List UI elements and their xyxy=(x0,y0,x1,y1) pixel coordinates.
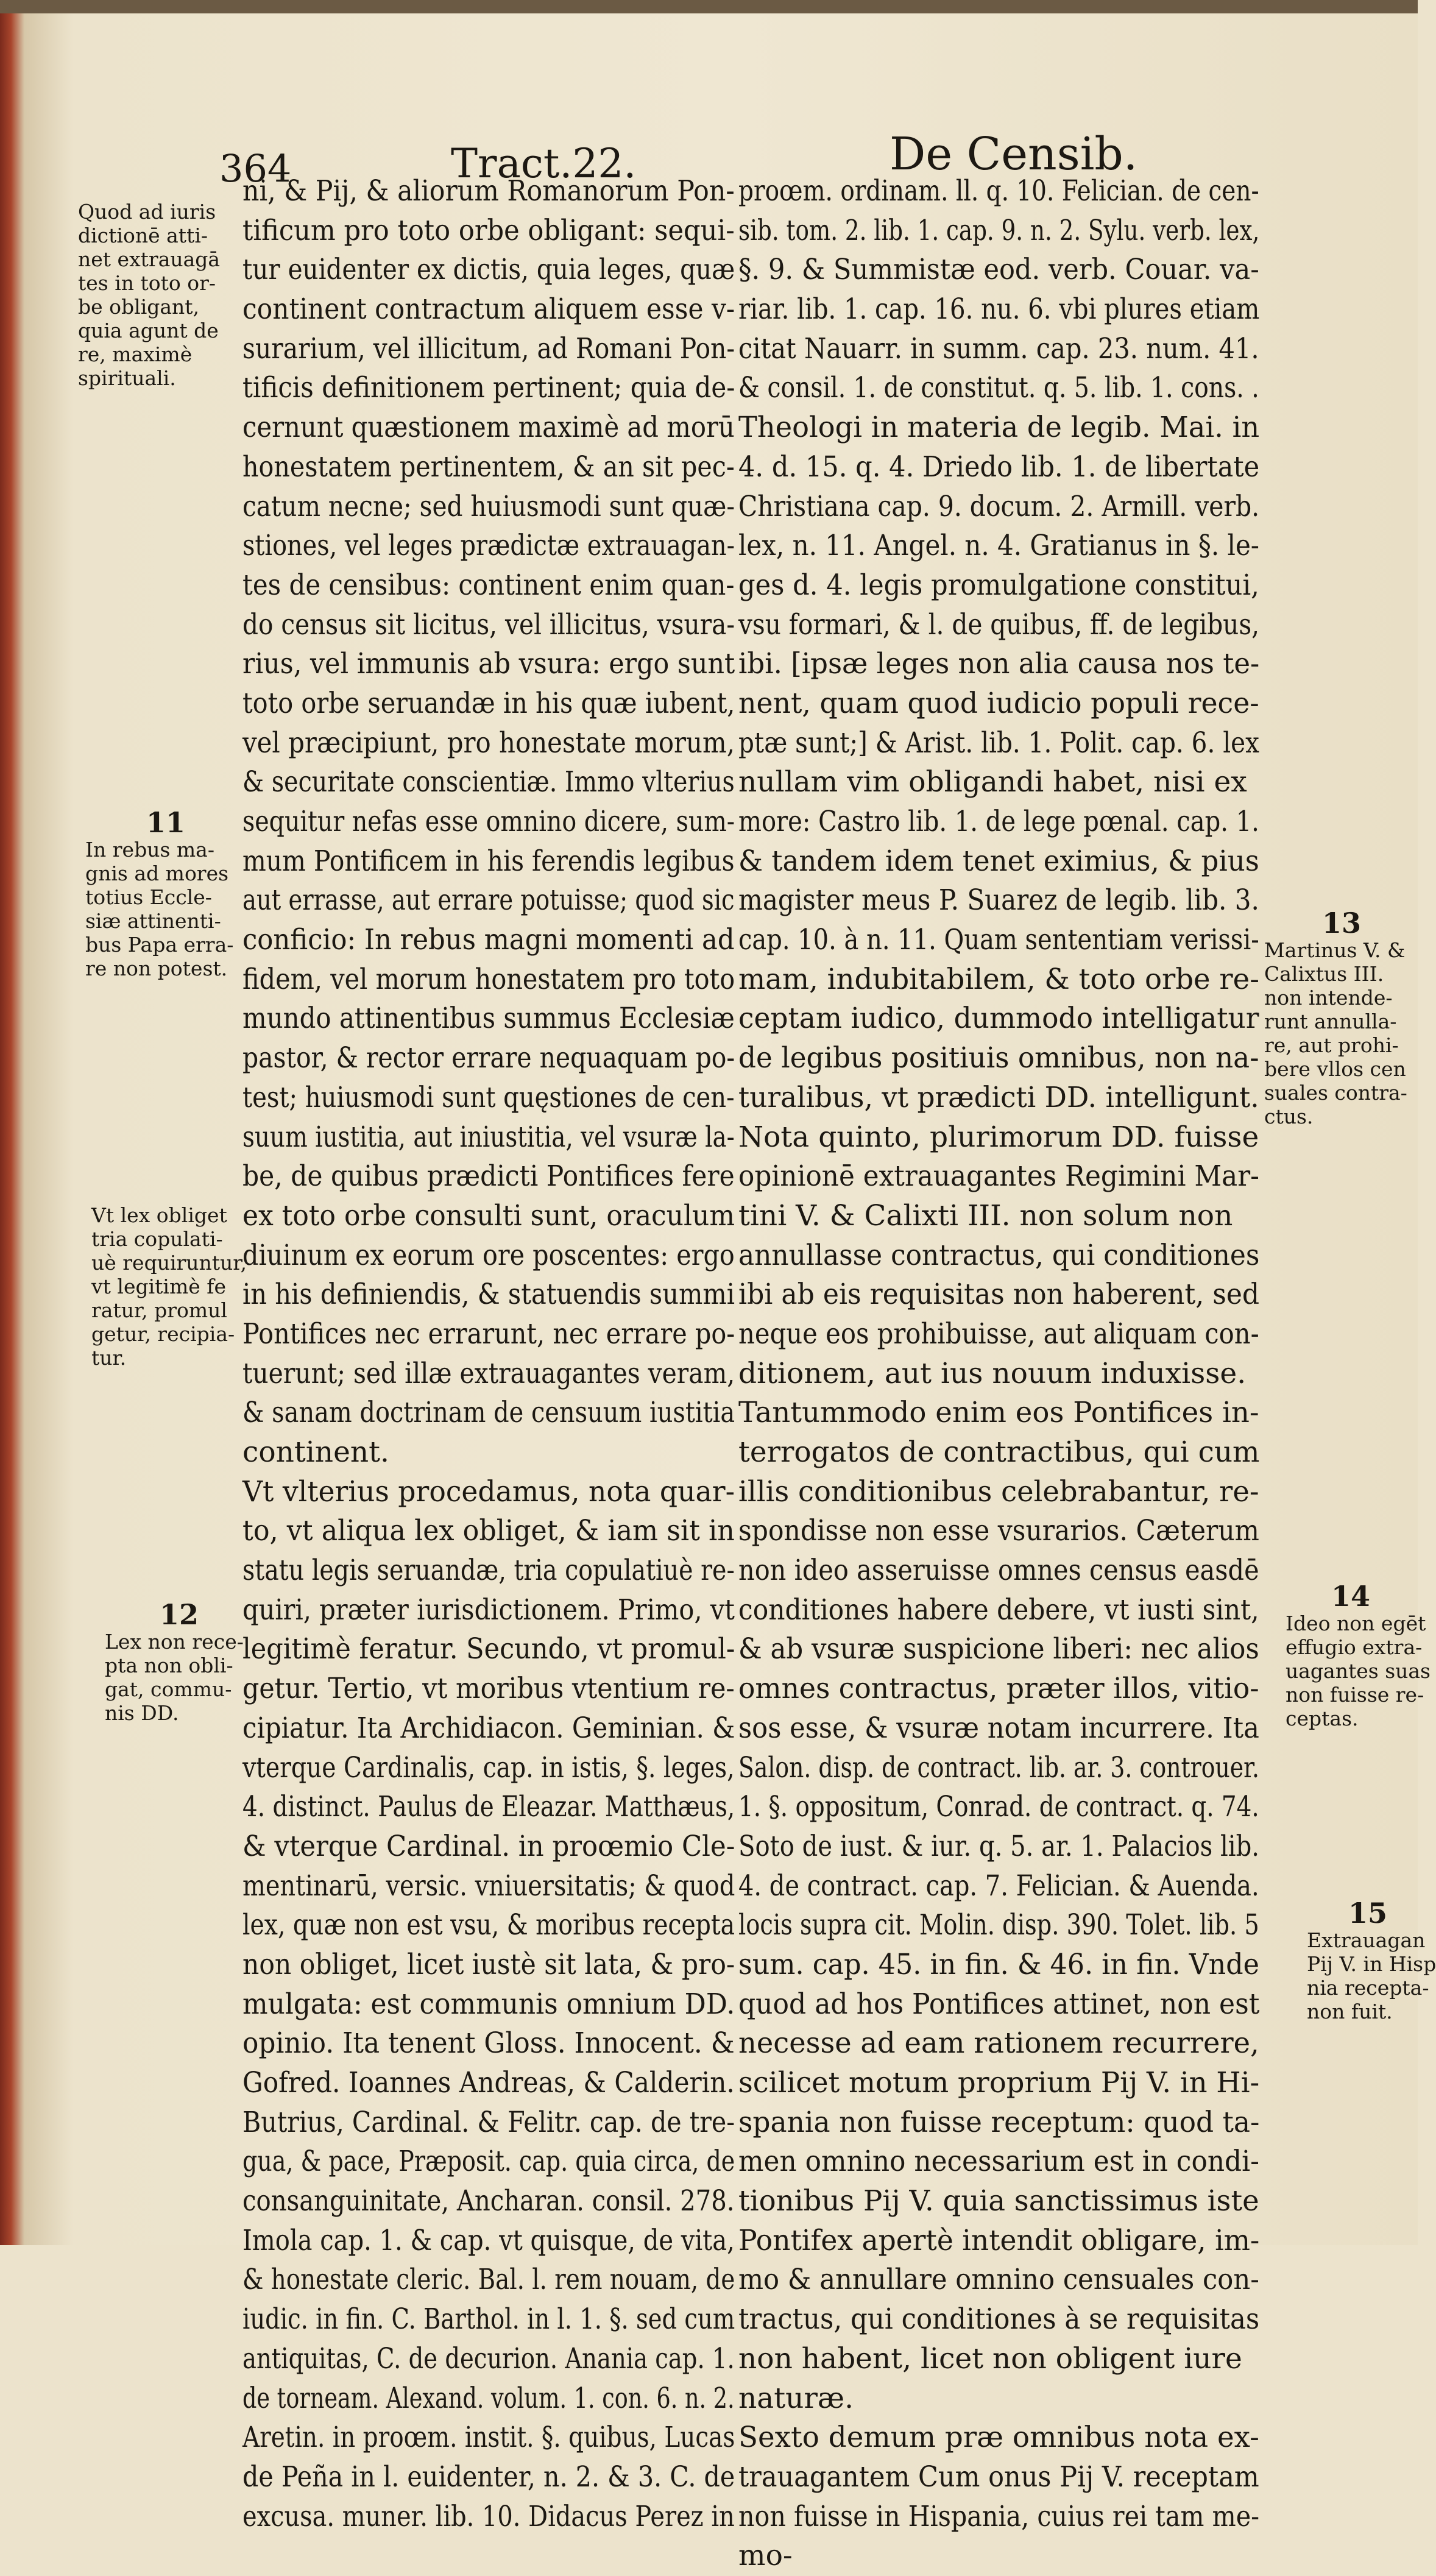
text-line: fidem, vel morum honestatem pro toto xyxy=(242,962,735,996)
note-line: uagantes suas xyxy=(1286,1659,1431,1683)
text-line: quiri, præter iurisdictionem. Primo, vt xyxy=(242,1593,735,1627)
page-number: 364 xyxy=(219,146,292,191)
text-line: mentinarū, versic. vniuersitatis; & quod xyxy=(242,1869,735,1903)
text-line: non fuisse in Hispania, cuius rei tam me- xyxy=(738,2499,1260,2533)
text-line: nullam vim obligandi habet, nisi ex xyxy=(738,765,1247,799)
text-line: Butrius, Cardinal. & Felitr. cap. de tre- xyxy=(242,2105,735,2139)
note-line: getur, recipia- xyxy=(91,1322,235,1346)
text-line: Pontifices nec errarunt, nec errare po- xyxy=(242,1317,735,1351)
note-line: nis DD. xyxy=(105,1701,179,1725)
text-line: 4. d. 15. q. 4. Driedo lib. 1. de libertate xyxy=(738,450,1260,484)
note-line: Vt lex obliget xyxy=(91,1203,227,1227)
text-line: consanguinitate, Ancharan. consil. 278. xyxy=(242,2184,735,2218)
note-line: be obligant, xyxy=(78,295,200,319)
running-title-left: Tract.22. xyxy=(451,140,637,187)
text-line: & ab vsuræ suspicione liberi: nec alios xyxy=(738,1632,1259,1666)
text-line: in his definiendis, & statuendis summi xyxy=(242,1278,735,1312)
text-line: Nota quinto, plurimorum DD. fuisse xyxy=(738,1120,1259,1154)
text-line: more: Castro lib. 1. de lege pœnal. cap. 1. xyxy=(738,805,1259,838)
text-line: §. 9. & Summistæ eod. verb. Couar. va- xyxy=(738,253,1259,287)
text-line: tionibus Pij V. quia sanctissimus iste xyxy=(738,2184,1259,2218)
text-line: mo- xyxy=(738,2539,793,2573)
text-line: & vterque Cardinal. in proœmio Cle- xyxy=(242,1829,735,1863)
text-line: non habent, licet non obligent iure xyxy=(738,2341,1242,2376)
text-line: spondisse non esse vsurarios. Cæterum xyxy=(738,1514,1259,1548)
note-line: nia recepta- xyxy=(1307,1976,1429,2000)
page-top-edge xyxy=(0,0,1418,13)
text-line: Imola cap. 1. & cap. vt quisque, de vita, xyxy=(242,2223,735,2257)
text-line: excusa. muner. lib. 10. Didacus Perez in xyxy=(242,2499,735,2533)
note-number: 14 xyxy=(1331,1580,1371,1613)
text-line: de legibus positiuis omnibus, non na- xyxy=(738,1041,1259,1075)
margin-note-15 xyxy=(1307,1898,1436,2023)
text-line: & tandem idem tenet eximius, & pius xyxy=(738,844,1259,878)
text-line: vsu formari, & l. de quibus, ff. de legibus, xyxy=(738,607,1260,642)
note-number: 15 xyxy=(1348,1897,1388,1930)
text-line: mo & annullare omnino censuales con- xyxy=(738,2263,1259,2297)
text-line: annullasse contractus, qui conditiones xyxy=(738,1238,1260,1272)
text-line: magister meus P. Suarez de legib. lib. 3. xyxy=(738,883,1259,918)
text-line: non obliget, licet iustè sit lata, & pro- xyxy=(242,1947,735,1981)
text-line: Aretin. in proœm. instit. §. quibus, Lucas xyxy=(242,2421,735,2455)
text-line: nent, quam quod iudicio populi rece- xyxy=(738,686,1259,720)
note-line: ceptas. xyxy=(1286,1707,1359,1730)
text-line: mam, indubitabilem, & toto orbe re- xyxy=(738,962,1259,996)
text-line: trauagantem Cum onus Pij V. receptam xyxy=(738,2460,1259,2494)
text-line: neque eos prohibuisse, aut aliquam con- xyxy=(738,1317,1259,1351)
text-line: proœm. ordinam. ll. q. 10. Felician. de cen- xyxy=(738,174,1259,208)
text-line: iudic. in fin. C. Barthol. in l. 1. §. sed cum xyxy=(242,2302,735,2337)
text-line: tur euidenter ex dictis, quia leges, quæ xyxy=(242,253,735,287)
note-line: dictionē atti- xyxy=(78,224,208,247)
text-line: tes de censibus: continent enim quan- xyxy=(242,568,735,602)
note-line: pta non obli- xyxy=(105,1654,233,1677)
note-line: Martinus V. & xyxy=(1264,938,1406,962)
text-line: mulgata: est communis omnium DD. xyxy=(242,1987,735,2021)
margin-note-11 xyxy=(85,807,233,980)
text-line: Vt vlterius procedamus, nota quar- xyxy=(242,1474,735,1509)
text-line: sequitur nefas esse omnino dicere, sum- xyxy=(242,805,735,838)
margin-note-law-obliges xyxy=(91,1203,247,1370)
text-line: Gofred. Ioannes Andreas, & Calderin. xyxy=(242,2066,735,2100)
text-line: non ideo asseruisse omnes census easdē xyxy=(738,1554,1259,1588)
text-line: spania non fuisse receptum: quod ta- xyxy=(738,2105,1260,2139)
note-line: re non potest. xyxy=(85,957,228,980)
text-line: toto orbe seruandæ in his quæ iubent, xyxy=(242,686,735,720)
text-line: sum. cap. 45. in fin. & 46. in fin. Vnde xyxy=(738,1947,1259,1981)
note-line: non fuisse re- xyxy=(1286,1683,1424,1707)
text-line: legitimè feratur. Secundo, vt promul- xyxy=(242,1632,735,1666)
note-line: Calixtus III. xyxy=(1264,962,1384,986)
text-line: sos esse, & vsuræ notam incurrere. Ita xyxy=(738,1711,1259,1745)
note-line: ctus. xyxy=(1264,1105,1314,1128)
note-line: uè requiruntur, xyxy=(91,1251,247,1275)
text-line: locis supra cit. Molin. disp. 390. Tolet. lib. 5 xyxy=(738,1908,1259,1942)
text-line: ni, & Pij, & aliorum Romanorum Pon- xyxy=(242,174,735,208)
text-line: tificis definitionem pertinent; quia de- xyxy=(242,371,735,405)
note-line: gnis ad mores xyxy=(85,862,229,885)
text-line: tini V. & Calixti III. non solum non xyxy=(738,1198,1233,1233)
note-line: spirituali. xyxy=(78,366,176,390)
text-line: do census sit licitus, vel illicitus, vsura- xyxy=(242,607,735,642)
text-line: conficio: In rebus magni momenti ad xyxy=(242,923,735,957)
text-line: 1. §. oppositum, Conrad. de contract. q. 74. xyxy=(738,1790,1259,1824)
text-line: men omnino necessarium est in condi- xyxy=(738,2145,1259,2179)
text-line: 4. de contract. cap. 7. Felician. & Auenda. xyxy=(738,1869,1259,1903)
text-line: stiones, vel leges prædictæ extrauagan- xyxy=(242,529,735,563)
text-line: necesse ad eam rationem recurrere, xyxy=(738,2026,1259,2061)
text-line: de Peña in l. euidenter, n. 2. & 3. C. de xyxy=(242,2460,735,2494)
note-line: In rebus ma- xyxy=(85,838,215,862)
text-line: opinio. Ita tenent Gloss. Innocent. & xyxy=(242,2026,735,2061)
text-line: tuerunt; sed illæ extrauagantes veram, xyxy=(242,1356,735,1390)
text-line: ex toto orbe consulti sunt, oraculum xyxy=(242,1198,735,1233)
text-line: cap. 10. à n. 11. Quam sententiam verissi- xyxy=(738,923,1259,957)
note-line: Ideo non egēt xyxy=(1286,1612,1426,1635)
text-line: rius, vel immunis ab vsura: ergo sunt xyxy=(242,647,735,681)
note-line: suales contra- xyxy=(1264,1081,1407,1105)
note-number: 12 xyxy=(160,1598,199,1631)
note-line: vt legitimè fe xyxy=(91,1275,227,1298)
text-line: omnes contractus, præter illos, vitio- xyxy=(738,1672,1259,1706)
text-line: lex, n. 11. Angel. n. 4. Gratianus in §. le- xyxy=(738,529,1259,563)
text-line: ibi. [ipsæ leges non alia causa nos te- xyxy=(738,647,1260,681)
text-line: Salon. disp. de contract. lib. ar. 3. controuer. xyxy=(738,1750,1259,1785)
text-line: quod ad hos Pontifices attinet, non est xyxy=(738,1987,1260,2021)
text-line: cipiatur. Ita Archidiacon. Geminian. & xyxy=(242,1711,735,1745)
note-line: effugio extra- xyxy=(1286,1635,1423,1659)
text-line: de torneam. Alexand. volum. 1. con. 6. n. 2. xyxy=(242,2381,735,2415)
note-line: Lex non rece- xyxy=(105,1630,244,1654)
text-line: continent. xyxy=(242,1435,389,1469)
note-line: ratur, promul xyxy=(91,1298,227,1322)
note-line: re, aut prohi- xyxy=(1264,1033,1399,1057)
text-line: Pontifex apertè intendit obligare, im- xyxy=(738,2223,1260,2257)
text-line: ceptam iudico, dummodo intelligatur xyxy=(738,1002,1259,1036)
note-line: tes in toto or- xyxy=(78,271,216,295)
text-line: suum iustitia, aut iniustitia, vel vsuræ la- xyxy=(242,1120,735,1154)
note-line: quia agunt de xyxy=(78,319,219,342)
note-line: Quod ad iuris xyxy=(78,200,216,224)
text-line: antiquitas, C. de decurion. Anania cap. 1. xyxy=(242,2341,735,2376)
note-line: bere vllos cen xyxy=(1264,1057,1406,1081)
text-line: & consil. 1. de constitut. q. 5. lib. 1. cons. . xyxy=(738,371,1259,405)
text-line: getur. Tertio, vt moribus vtentium re- xyxy=(242,1672,735,1706)
text-line: conditiones habere debere, vt iusti sint, xyxy=(738,1593,1259,1627)
text-line: lex, quæ non est vsu, & moribus recepta xyxy=(242,1908,735,1942)
text-line: to, vt aliqua lex obliget, & iam sit in xyxy=(242,1514,735,1548)
text-line: Soto de iust. & iur. q. 5. ar. 1. Palacios lib. xyxy=(738,1829,1260,1863)
text-line: surarium, vel illicitum, ad Romani Pon- xyxy=(242,331,735,366)
note-line: re, maximè xyxy=(78,342,193,366)
text-line: riar. lib. 1. cap. 16. nu. 6. vbi plures etiam xyxy=(738,292,1260,327)
text-line: vterque Cardinalis, cap. in istis, §. leges, xyxy=(242,1750,735,1785)
running-title-right: De Censib. xyxy=(890,128,1138,180)
note-line: Extrauagan xyxy=(1307,1928,1426,1952)
note-line: totius Eccle- xyxy=(85,885,212,909)
margin-note-12 xyxy=(105,1599,244,1725)
note-number: 11 xyxy=(146,806,186,839)
text-line: ditionem, aut ius nouum induxisse. xyxy=(738,1356,1247,1390)
text-line: test; huiusmodi sunt quęstiones de cen- xyxy=(242,1080,735,1114)
right-text-column xyxy=(738,172,1259,2576)
note-line: non fuit. xyxy=(1307,2000,1393,2023)
text-line: opinionē extrauagantes Regimini Mar- xyxy=(738,1159,1259,1194)
note-line: gat, commu- xyxy=(105,1677,232,1701)
text-line: ibi ab eis requisitas non haberent, sed xyxy=(738,1278,1260,1312)
text-line: Theologi in materia de legib. Mai. in xyxy=(738,411,1260,445)
text-line: turalibus, vt prædicti DD. intelligunt. xyxy=(738,1080,1259,1114)
note-line: non intende- xyxy=(1264,986,1393,1010)
text-line: mum Pontificem in his ferendis legibus xyxy=(242,844,735,878)
note-line: bus Papa erra- xyxy=(85,933,234,957)
text-line: & securitate conscientiæ. Immo vlterius xyxy=(242,765,735,799)
note-line: runt annulla- xyxy=(1264,1010,1397,1033)
margin-note-13 xyxy=(1264,908,1407,1128)
text-line: Christiana cap. 9. docum. 2. Armill. verb. xyxy=(738,489,1260,523)
text-line: citat Nauarr. in summ. cap. 23. num. 41. xyxy=(738,331,1259,366)
note-line: Pij V. in Hisp xyxy=(1307,1952,1436,1976)
text-line: scilicet motum proprium Pij V. in Hi- xyxy=(738,2066,1260,2100)
text-line: Tantummodo enim eos Pontifices in- xyxy=(738,1396,1259,1430)
text-line: vel præcipiunt, pro honestate morum, xyxy=(242,726,735,760)
text-line: mundo attinentibus summus Ecclesiæ xyxy=(242,1002,735,1036)
text-line: diuinum ex eorum ore poscentes: ergo xyxy=(242,1238,735,1272)
text-line: & honestate cleric. Bal. l. rem nouam, de xyxy=(242,2263,735,2297)
note-line: siæ attinenti- xyxy=(85,909,221,933)
text-line: ges d. 4. legis promulgatione constitui, xyxy=(738,568,1259,602)
note-line: net extrauagā xyxy=(78,247,221,271)
text-line: statu legis seruandæ, tria copulatiuè re- xyxy=(242,1554,735,1588)
left-text-column xyxy=(242,172,735,2536)
margin-note-14 xyxy=(1286,1581,1431,1730)
text-line: ptæ sunt;] & Arist. lib. 1. Polit. cap. 6. lex xyxy=(738,726,1259,760)
text-line: gua, & pace, Præposit. cap. quia circa, de xyxy=(242,2145,735,2179)
text-line: cernunt quæstionem maximè ad morū xyxy=(242,411,735,445)
text-line: naturæ. xyxy=(738,2381,854,2415)
text-line: tificum pro toto orbe obligant: sequi- xyxy=(242,213,735,247)
text-line: Sexto demum præ omnibus nota ex- xyxy=(738,2421,1259,2455)
text-line: & sanam doctrinam de censuum iustitia xyxy=(242,1396,735,1430)
text-line: honestatem pertinentem, & an sit pec- xyxy=(242,450,735,484)
note-line: tria copulati- xyxy=(91,1227,223,1251)
note-number: 13 xyxy=(1322,907,1362,939)
text-line: continent contractum aliquem esse v- xyxy=(242,292,735,327)
margin-note-jurisdiction xyxy=(78,200,220,390)
text-line: illis conditionibus celebrabantur, re- xyxy=(738,1474,1259,1509)
text-line: sib. tom. 2. lib. 1. cap. 9. n. 2. Sylu. verb. lex, xyxy=(738,213,1260,247)
text-line: tractus, qui conditiones à se requisitas xyxy=(738,2302,1260,2337)
text-line: be, de quibus prædicti Pontifices fere xyxy=(242,1159,735,1194)
text-line: terrogatos de contractibus, qui cum xyxy=(738,1435,1260,1469)
text-line: catum necne; sed huiusmodi sunt quæ- xyxy=(242,489,735,523)
text-line: 4. distinct. Paulus de Eleazar. Matthæus, xyxy=(242,1790,735,1824)
note-line: tur. xyxy=(91,1346,127,1370)
text-line: pastor, & rector errare nequaquam po- xyxy=(242,1041,735,1075)
text-line: aut errasse, aut errare potuisse; quod sic xyxy=(242,883,735,918)
